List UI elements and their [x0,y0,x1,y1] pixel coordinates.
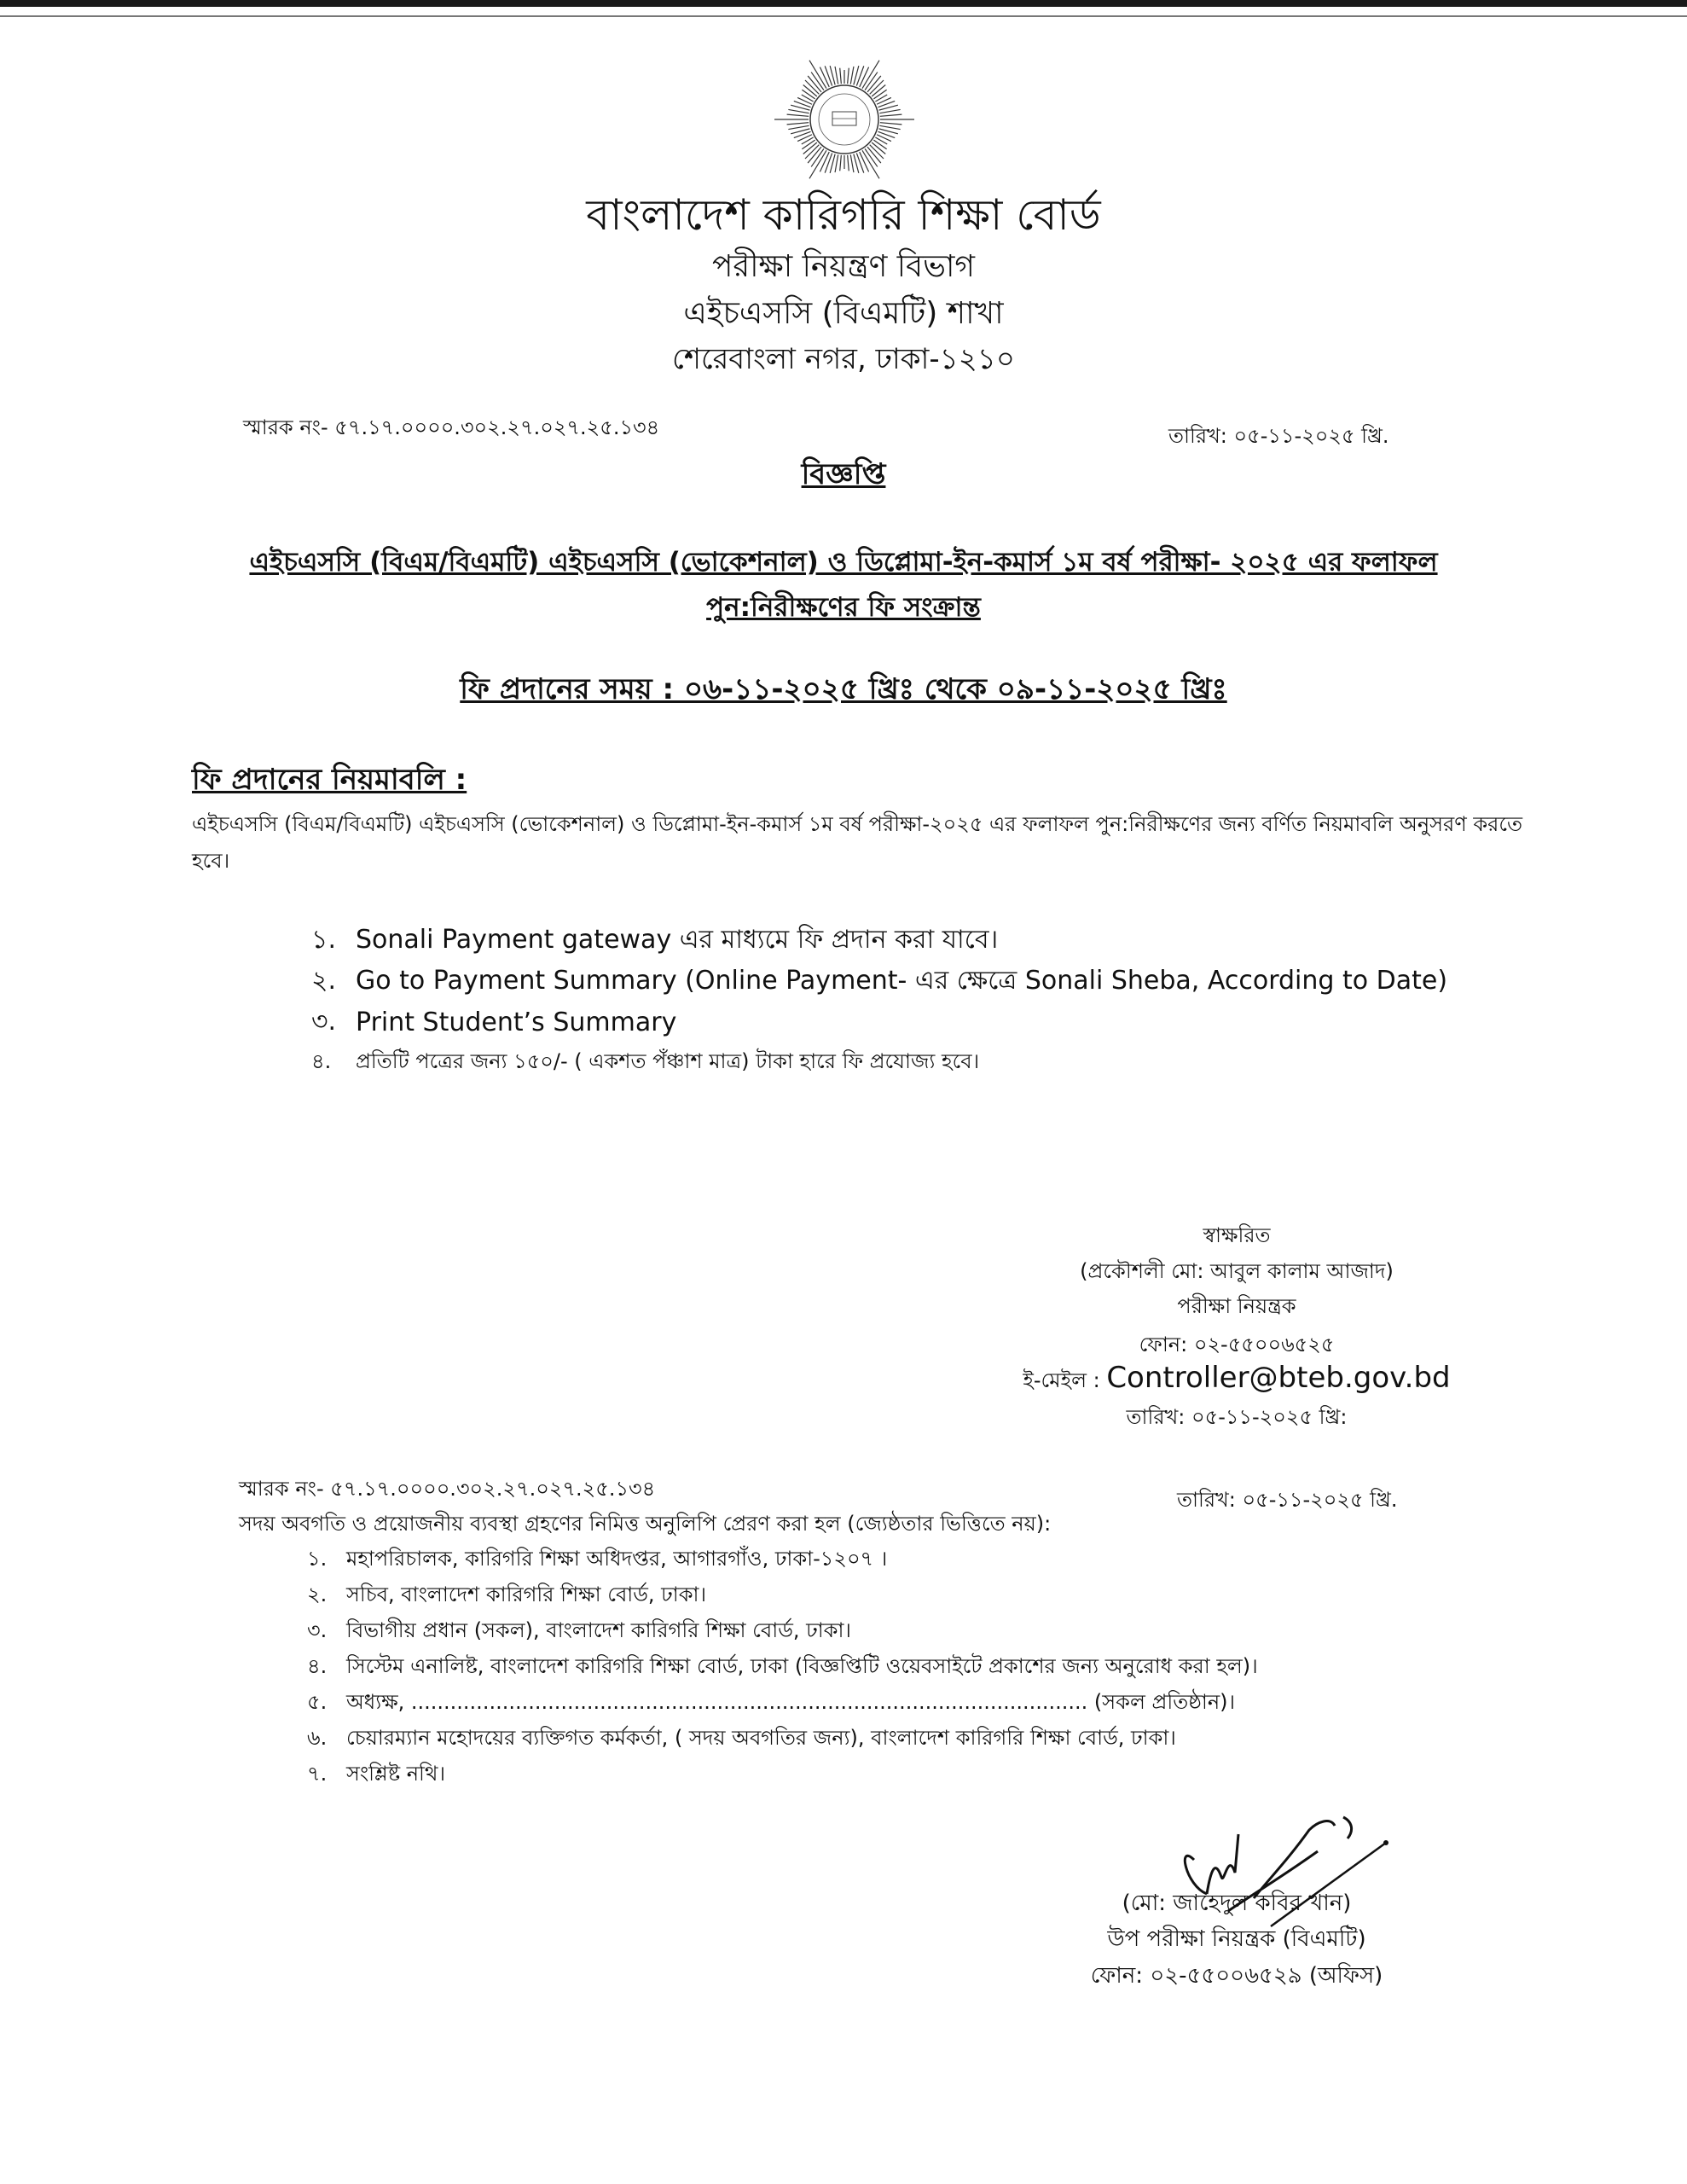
copy-item-text: মহাপরিচালক, কারিগরি শিক্ষা অধিদপ্তর, আগারগাঁও, ঢাকা-১২০৭ । [346,1547,888,1571]
signatory2-name: (মো: জাহেদুল কবির খান) [1122,1891,1352,1916]
memo-number: স্মারক নং- ৫৭.১৭.০০০০.৩০২.২৭.০২৭.২৫.১৩৪ [243,415,660,439]
copy-item-number: ৩. [307,1618,328,1642]
copy-list [307,1542,1258,1793]
seal-ray [802,90,815,99]
copy-item-text: সিস্টেম এনালিষ্ট, বাংলাদেশ কারিগরি শিক্ষা বোর্ড, ঢাকা (বিজ্ঞপ্তিটি ওয়েবসাইটে প্রকাশের জন্য অনুরোধ করা হল)। [346,1654,1258,1678]
signatory1-date: তারিখ: ০৫-১১-২০২৫ খ্রি: [1126,1405,1348,1429]
copy-intro: সদয় অবগতি ও প্রয়োজনীয় ব্যবস্থা গ্রহণের নিমিত্ত অনুলিপি প্রেরণ করা হল (জ্যেষ্ঠতার ভিত্তিতে নয়): [239,1512,1052,1536]
scan-top-band [0,0,1687,7]
copy-item-text: অধ্যক্ষ, ........................................................................................................ (সকল প্রতিষ্ঠান)। [346,1690,1236,1714]
copy-item [307,1686,1258,1722]
rules-intro: এইচএসসি (বিএম/বিএমটি) এইচএসসি (ভোকেশনাল) ও ডিপ্লোমা-ইন-কমার্স ১ম বর্ষ পরীক্ষা-২০২৫ এর ফলাফল পুন:নিরীক্ষণের জন্য বর্ণিত নিয়মাবলি অনুসরণ করতে হবে। [192,812,1522,873]
copy-item-number: ১. [307,1547,328,1571]
seal-ray [880,123,902,125]
copy-item-text: সচিব, বাংলাদেশ কারিগরি শিক্ষা বোর্ড, ঢাকা। [346,1583,707,1606]
seal-ray [835,67,838,84]
subject-line-2: পুন:নিরীক্ষণের ফি সংক্রান্ত [706,592,981,623]
copy-date: তারিখ: ০৫-১১-২০২৫ খ্রি. [1177,1488,1398,1512]
copy-memo-number: স্মারক নং- ৫৭.১৭.০০০০.৩০২.২৭.০২৭.২৫.১৩৪ [239,1477,656,1501]
branch-name: এইচএসসি (বিএমটি) শাখা [683,296,1004,331]
rules-item [311,920,1447,961]
seal-ray [848,68,849,84]
rules-item-number: ১. [311,924,337,955]
rules-item-number: ৪. [311,1049,332,1073]
org-name: বাংলাদেশ কারিগরি শিক্ষা বোর্ড [586,190,1101,240]
seal-ray [787,123,809,125]
signatory2-designation: উপ পরীক্ষা নিয়ন্ত্রক (বিএমটি) [1107,1926,1366,1952]
rules-heading: ফি প্রদানের নিয়মাবলি : [192,763,467,797]
seal-ray [802,140,815,149]
org-address: শেরেবাংলা নগর, ঢাকা-১২১০ [672,342,1015,376]
copy-item-text: সংশ্লিষ্ট নথি। [346,1762,446,1786]
seal-ray [850,67,854,84]
rules-item-text: Sonali Payment gateway এর মাধ্যমে ফি প্রদান করা যাবে। [356,924,999,955]
rules-item [311,1043,1447,1083]
seal-ray [879,109,900,113]
signatory1-phone: ফোন: ০২-৫৫০০৬৫২৫ [1139,1333,1335,1356]
signed-label: স্বাক্ষরিত [1203,1223,1271,1247]
seal-ray [788,109,809,113]
seal-ray [820,67,829,87]
copy-item-number: ৪. [307,1654,328,1678]
rules-item-number: ২. [311,965,337,996]
seal-ray [835,154,838,172]
signatory1-email-row [938,1361,1535,1399]
copy-item [307,1722,1258,1757]
signatory1-name: (প্রকৌশলী মো: আবুল কালাম আজাদ) [1080,1259,1394,1283]
memo-date: তারিখ: ০৫-১১-২০২৫ খ্রি. [1168,424,1389,448]
copy-item [307,1542,1258,1578]
email-address[interactable]: Controller@bteb.gov.bd [1106,1361,1451,1395]
copy-item [307,1578,1258,1614]
signatory2-phone: ফোন: ০২-৫৫০০৬৫২৯ (অফিস) [1090,1963,1383,1989]
seal-ray [880,114,902,116]
rules-item [311,961,1447,1002]
seal-ray [840,155,842,171]
seal-ray [873,90,886,99]
copy-item-number: ৭. [307,1762,328,1786]
seal-ray [860,152,869,171]
copy-item [307,1757,1258,1793]
rules-list [311,920,1447,1083]
rules-item-number: ৩. [311,1006,337,1037]
rules-item [311,1002,1447,1043]
board-seal-logo [759,47,930,192]
copy-item-text: চেয়ারম্যান মহোদয়ের ব্যক্তিগত কর্মকর্তা, ( সদয় অবগতির জন্য), বাংলাদেশ কারিগরি শিক্ষা বোর্ড, ঢাকা। [346,1726,1176,1750]
rules-item-text: প্রতিটি পত্রের জন্য ১৫০/- ( একশত পঁঞ্চাশ মাত্র) টাকা হারে ফি প্রযোজ্য হবে। [356,1049,980,1073]
seal-ray [788,125,809,129]
seal-ray [873,140,886,149]
email-label: ই-মেইল : [1023,1368,1100,1392]
seal-ray [850,154,854,172]
subject-line-1: এইচএসসি (বিএম/বিএমটি) এইচএসসি (ভোকেশনাল) ও ডিপ্লোমা-ইন-কমার্স ১ম বর্ষ পরীক্ষা- ২০২৫ এর ফলাফল [249,547,1438,578]
seal-ray [860,67,869,87]
copy-item-text: বিভাগীয় প্রধান (সকল), বাংলাদেশ কারিগরি শিক্ষা বোর্ড, ঢাকা। [346,1618,851,1642]
rules-item-text: Go to Payment Summary (Online Payment- এর ক্ষেত্রে Sonali Sheba, According to Date) [356,965,1448,996]
scan-top-line [0,15,1687,17]
copy-item [307,1614,1258,1650]
seal-ray [840,68,842,84]
department-name: পরীক্ষা নিয়ন্ত্রণ বিভাগ [712,249,975,284]
notice-title: বিজ্ঞপ্তি [801,457,886,491]
copy-item [307,1650,1258,1686]
fee-payment-period: ফি প্রদানের সময় : ০৬-১১-২০২৫ খ্রিঃ থেকে ০৯-১১-২০২৫ খ্রিঃ [460,672,1227,706]
copy-item-number: ৫. [307,1690,328,1714]
copy-item-number: ২. [307,1583,328,1606]
seal-ray [848,155,849,171]
seal-ray [879,125,900,129]
rules-item-text: Print Student’s Summary [356,1007,677,1037]
seal-ray [787,114,809,116]
copy-item-number: ৬. [307,1726,328,1750]
seal-ray [820,152,829,171]
signatory1-designation: পরীক্ষা নিয়ন্ত্রক [1177,1294,1296,1318]
